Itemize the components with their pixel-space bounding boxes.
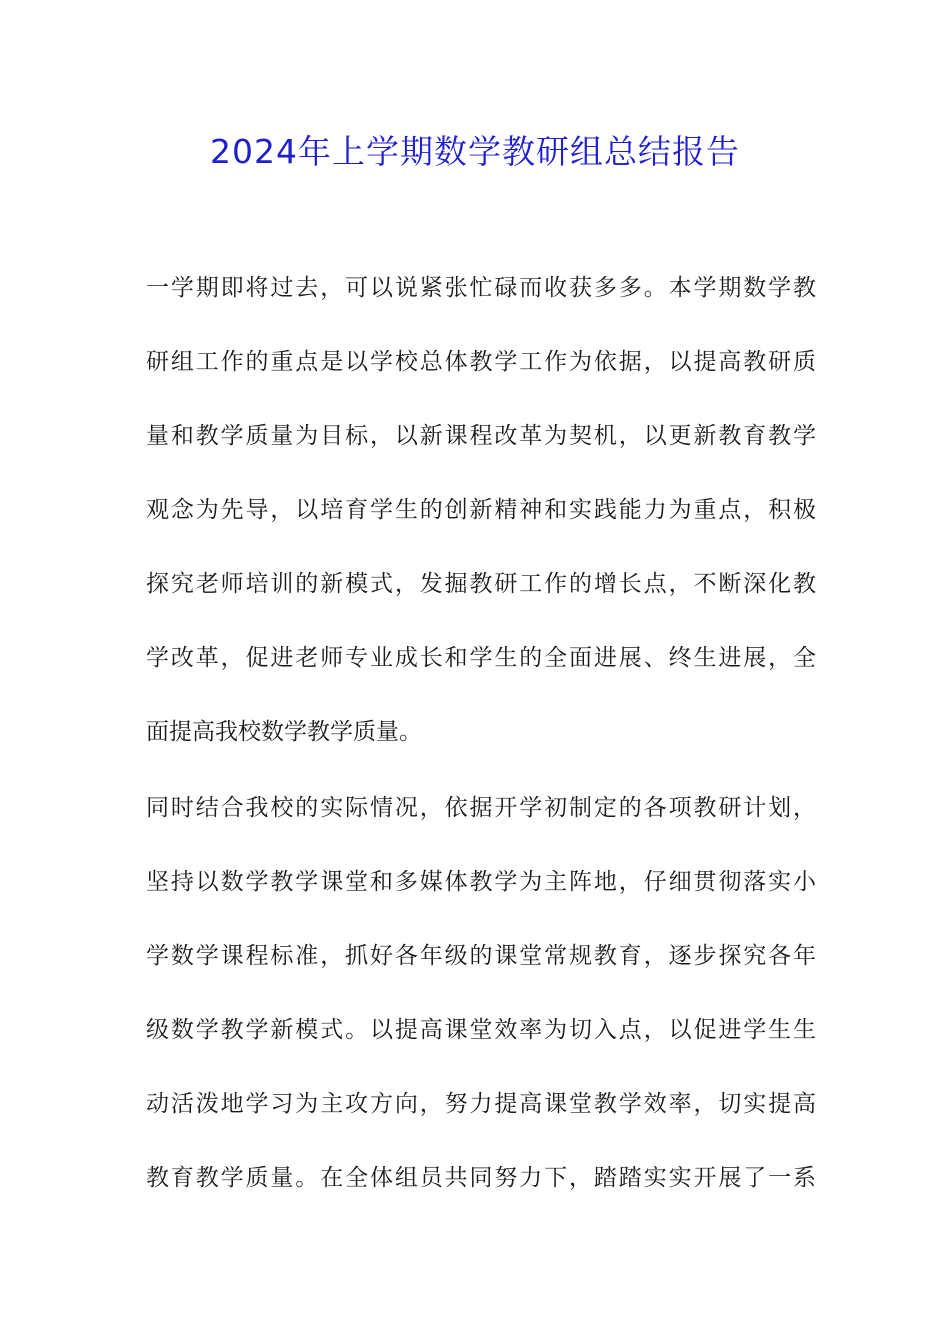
paragraph-line: 一学期即将过去，可以说紧张忙碌而收获多多。本学期数学教 <box>146 275 816 301</box>
paragraph-line: 研组工作的重点是以学校总体教学工作为依据，以提高教研质 <box>146 349 816 375</box>
paragraph-line: 坚持以数学教学课堂和多媒体教学为主阵地，仔细贯彻落实小 <box>146 869 816 895</box>
paragraph-line: 学数学课程标准，抓好各年级的课堂常规教育，逐步探究各年 <box>146 943 816 969</box>
paragraph-line: 同时结合我校的实际情况，依据开学初制定的各项教研计划， <box>146 795 816 821</box>
paragraph-line: 量和教学质量为目标，以新课程改革为契机，以更新教育教学 <box>146 423 816 449</box>
paragraph-line: 学改革，促进老师专业成长和学生的全面进展、终生进展，全 <box>146 645 816 671</box>
document-title: 2024年上学期数学教研组总结报告 <box>210 132 740 171</box>
paragraph-line: 级数学教学新模式。以提高课堂效率为切入点，以促进学生生 <box>146 1017 816 1043</box>
paragraph-line: 面提高我校数学教学质量。 <box>146 719 422 745</box>
paragraph-line: 动活泼地学习为主攻方向，努力提高课堂教学效率，切实提高 <box>146 1091 816 1117</box>
paragraph-line: 观念为先导，以培育学生的创新精神和实践能力为重点，积极 <box>146 497 816 523</box>
paragraph-line: 教育教学质量。在全体组员共同努力下，踏踏实实开展了一系 <box>146 1165 816 1191</box>
paragraph-line: 探究老师培训的新模式，发掘教研工作的增长点，不断深化教 <box>146 571 816 597</box>
